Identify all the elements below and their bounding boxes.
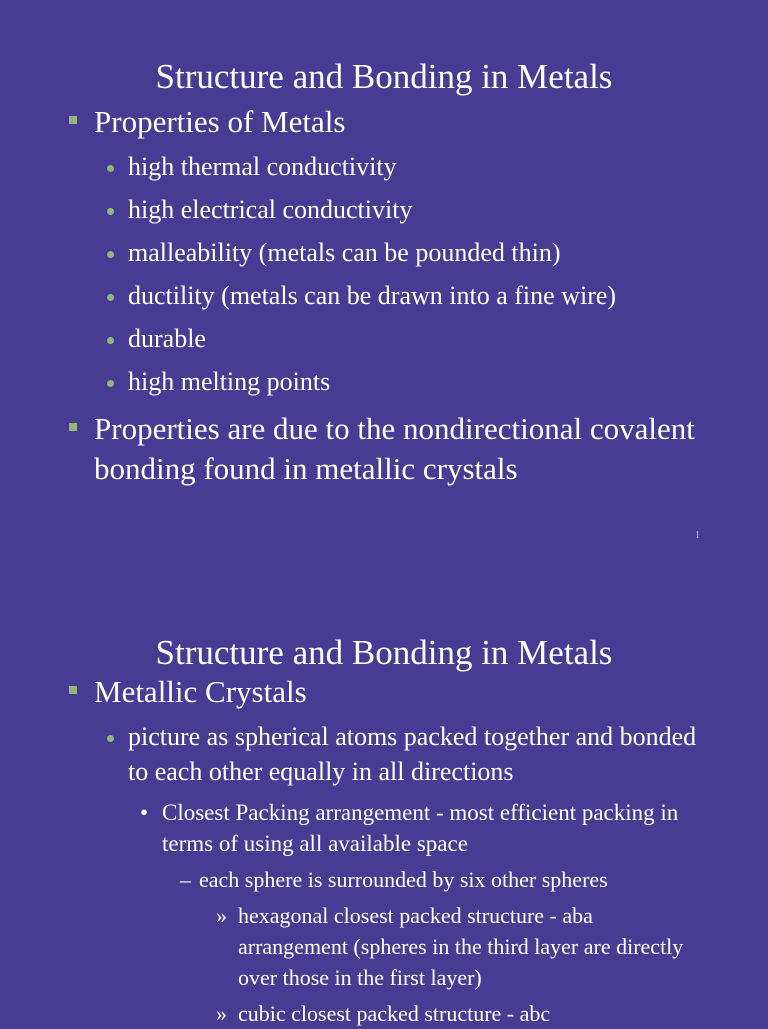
bullet-properties-of-metals [94, 102, 754, 142]
dash-marker: – [180, 867, 191, 892]
round-bullet-icon [107, 380, 114, 387]
list-item: malleability (metals can be pounded thin) [128, 235, 748, 270]
slide-2 [0, 560, 768, 1024]
raquo-marker: » [216, 1001, 227, 1026]
round-bullet-icon [107, 294, 114, 301]
round-bullet-icon [107, 251, 114, 258]
bullet-metallic-crystals [94, 672, 754, 712]
round-bullet-icon [107, 165, 114, 172]
bullet-text: Properties of Metals [94, 104, 346, 139]
round-bullet-icon [107, 337, 114, 344]
list-item: durable [128, 321, 748, 356]
bullet-text: Properties are due to the nondirectional covalent bonding found in metallic crystals [94, 411, 695, 486]
square-bullet-icon [69, 686, 77, 694]
list-item: – each sphere is surrounded by six other spheres [199, 865, 759, 895]
round-bullet-icon [107, 208, 114, 215]
bullet-text: Metallic Crystals [94, 674, 307, 709]
list-item: high thermal conductivity [128, 149, 748, 184]
list-item: high melting points [128, 364, 748, 399]
round-bullet-icon [107, 735, 114, 742]
slide-title: Structure and Bonding in Metals [155, 633, 613, 672]
square-bullet-icon [69, 116, 77, 124]
list-item: picture as spherical atoms packed together and bonded to each other equally in all directions [128, 719, 703, 789]
bullet-marker: • [140, 800, 149, 825]
square-bullet-icon [69, 423, 77, 431]
slide-title: Structure and Bonding in Metals [155, 57, 613, 96]
raquo-marker: » [216, 903, 227, 928]
bullet-conclusion [94, 409, 704, 489]
list-item: ductility (metals can be drawn into a fine wire) [128, 278, 748, 313]
list-item: high electrical conductivity [128, 192, 748, 227]
page-number: 1 [695, 530, 700, 541]
list-item: » hexagonal closest packed structure - aba arrangement (spheres in the third layer are directly over those in the first layer) [238, 900, 688, 993]
list-item: • Closest Packing arrangement - most efficient packing in terms of using all available space [162, 797, 722, 859]
list-item: » cubic closest packed structure - abc [238, 998, 718, 1029]
